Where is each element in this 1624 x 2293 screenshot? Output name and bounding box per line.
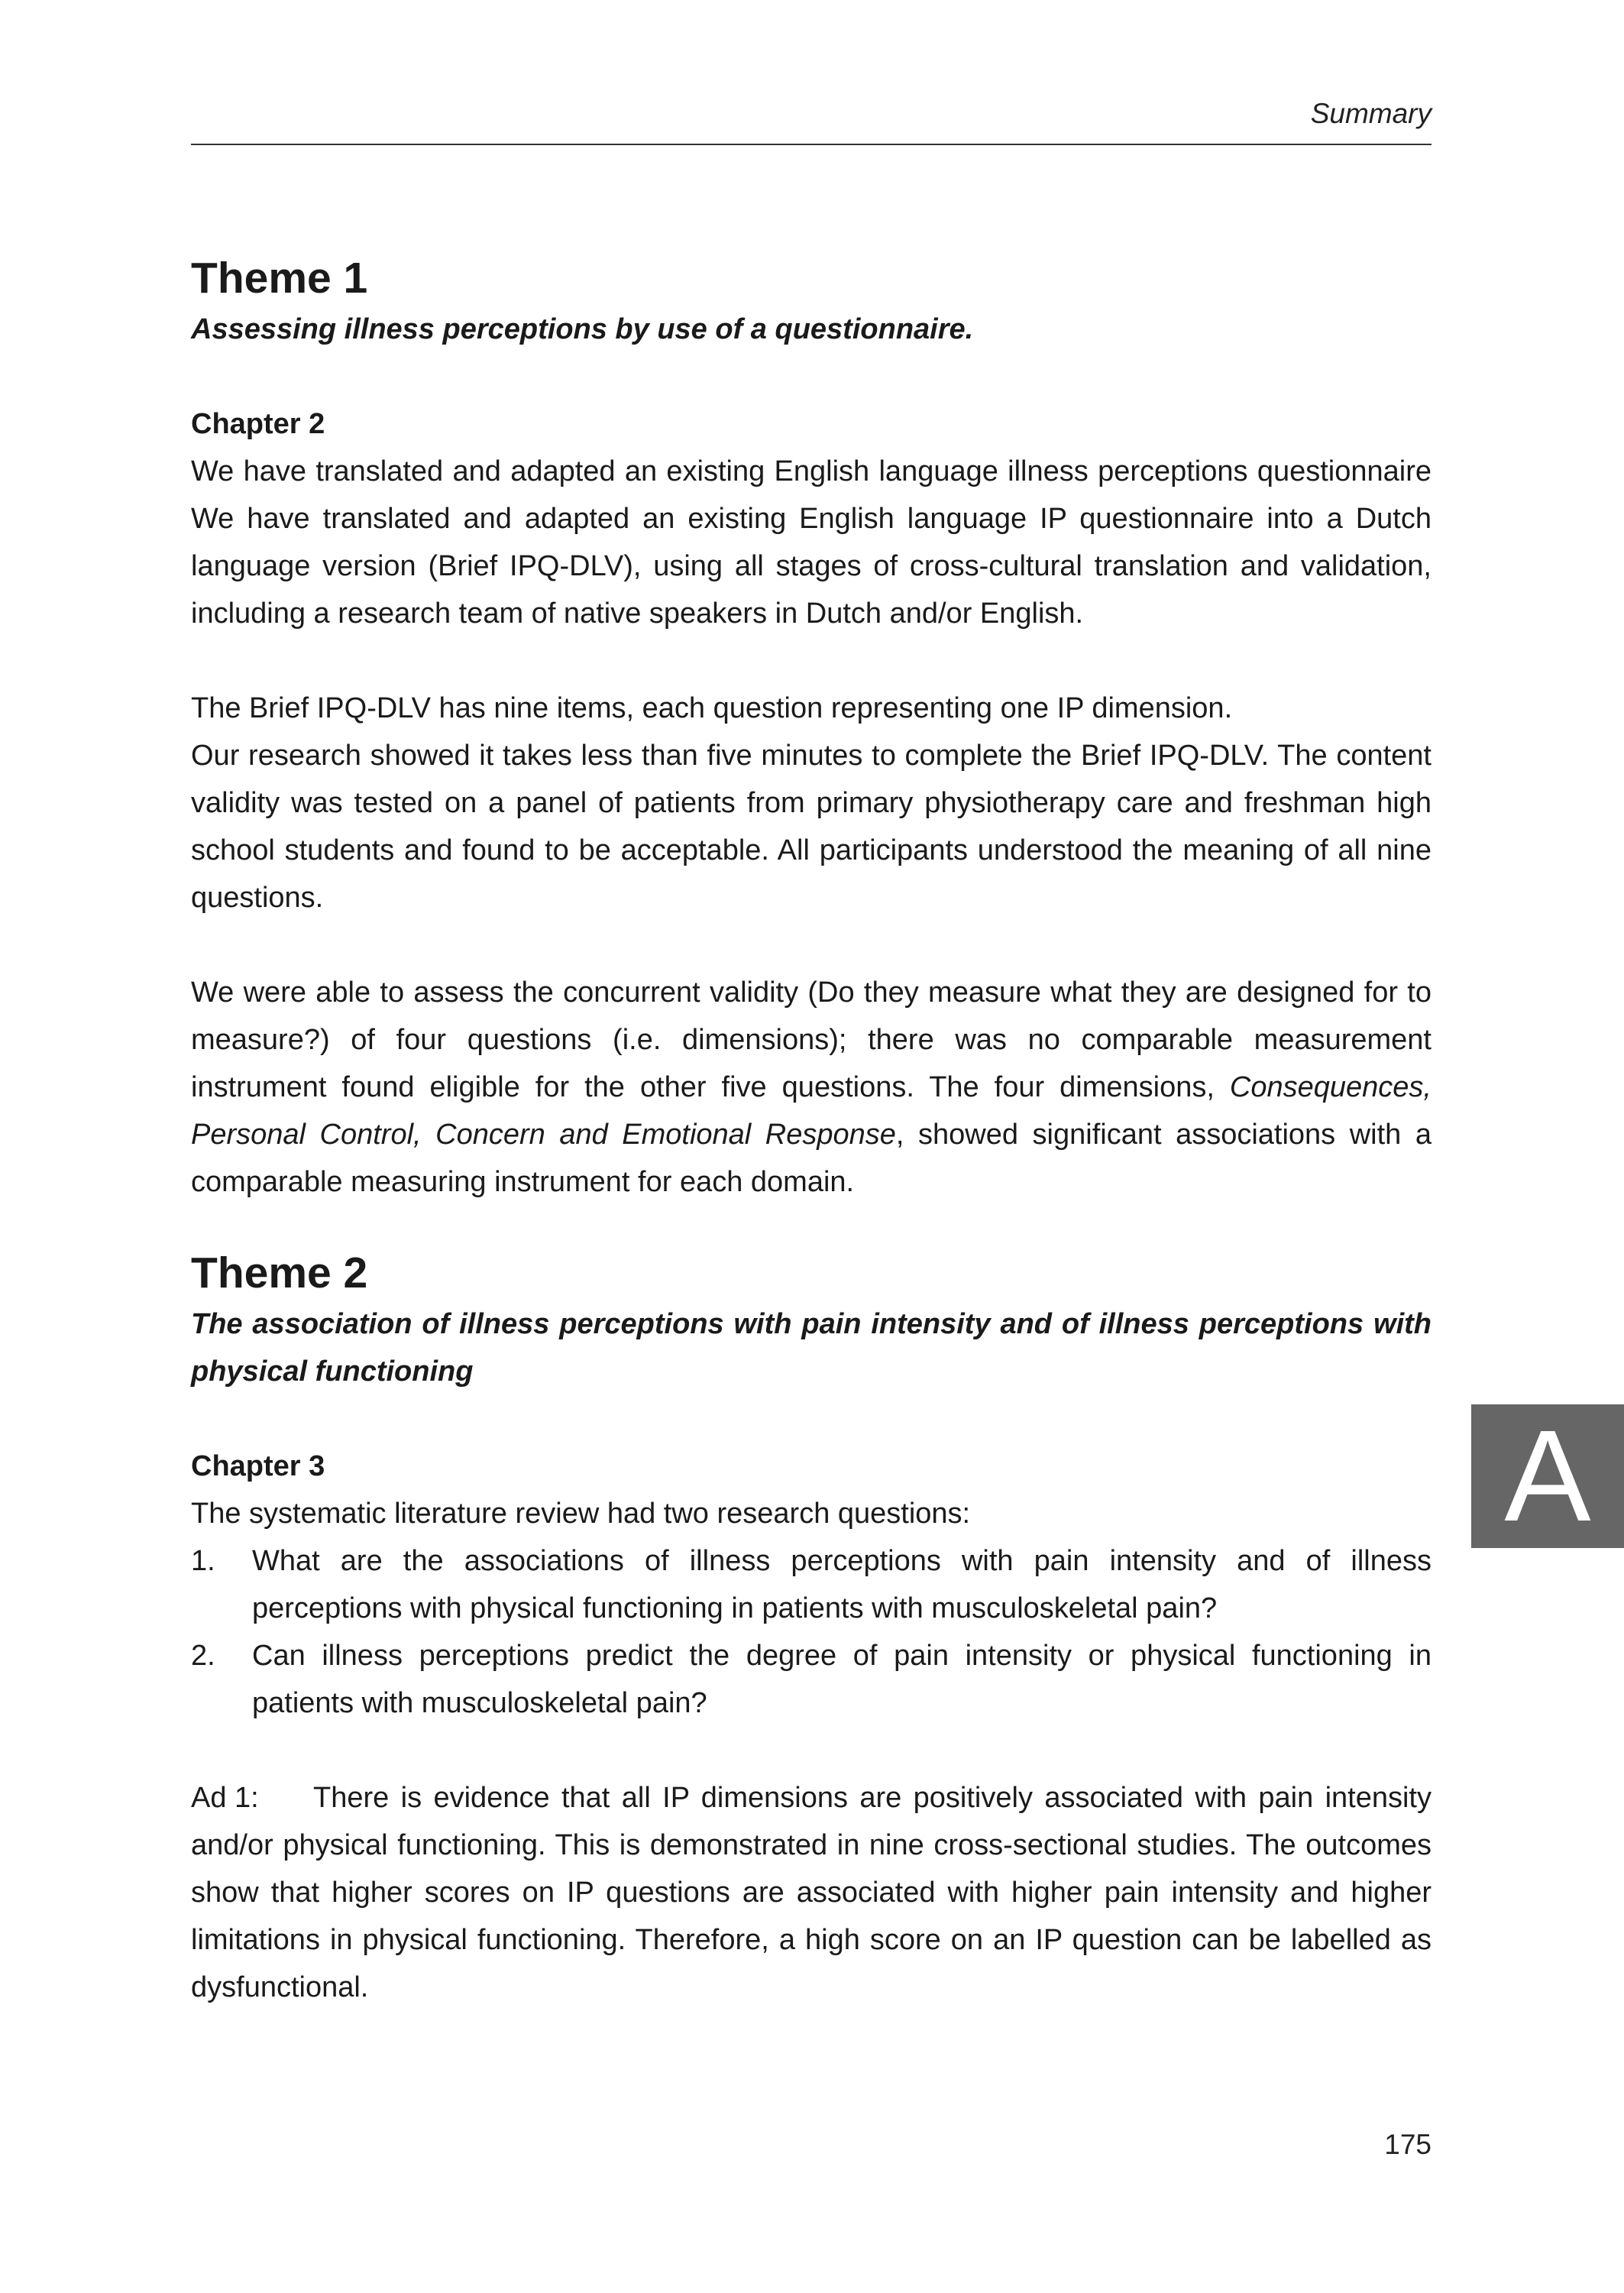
appendix-tab: A	[1471, 1404, 1624, 1548]
chapter-3-intro: The systematic literature review had two research questions:	[191, 1498, 971, 1530]
theme-2-subtitle: The association of illness perceptions with pain intensity and of illness perceptions with physical functioning	[191, 1308, 1432, 1388]
list-item	[191, 1537, 1432, 1632]
theme-1-title: Theme 1	[191, 254, 368, 303]
list-item	[191, 1632, 1432, 1727]
header-divider	[191, 144, 1432, 145]
running-header: Summary	[1310, 98, 1432, 129]
list-number: 2.	[191, 1640, 215, 1672]
theme-2-title: Theme 2	[191, 1249, 368, 1297]
list-item-text: What are the associations of illness perceptions with pain intensity and of illness perceptions with physical functioning in patients with musculoskeletal pain?	[252, 1545, 1432, 1624]
theme-1-subtitle: Assessing illness perceptions by use of a questionnaire.	[191, 313, 974, 345]
chapter-2-paragraph-3	[191, 969, 1432, 1206]
page-content	[191, 251, 1432, 2011]
ad-1-text: There is evidence that all IP dimensions are positively associated with pain intensity and/or physical functioning. This is demonstrated in nine cross-sectional studies. The outcomes show that higher scores on IP questions are associated with higher pain intensity and higher limitations in physical functioning. Therefore, a high score on an IP question can be labelled as dysfunctional.	[191, 1782, 1432, 2003]
chapter-2-paragraph-2a: The Brief IPQ-DLV has nine items, each question representing one IP dimension.	[191, 692, 1233, 724]
chapter-2-title: Chapter 2	[191, 408, 325, 440]
chapter-2-paragraph-2b: Our research showed it takes less than five minutes to complete the Brief IPQ-DLV. The content validity was tested on a panel of patients from primary physiotherapy care and freshman high school students and found to be acceptable. All participants understood the meaning of all nine questions.	[191, 740, 1432, 914]
dimensions-list: Consequences, Personal Control, Concern and Emotional Response	[191, 1071, 1432, 1151]
list-number: 1.	[191, 1545, 215, 1577]
research-questions-list	[191, 1537, 1432, 1727]
chapter-2-paragraph-1: We have translated and adapted an existing English language illness perceptions questionnaire We have translated and adapted an existing English language IP questionnaire into a Dutch language version (Brief IPQ-DLV), using all stages of cross-cultural translation and validation, including a research team of native speakers in Dutch and/or English.	[191, 455, 1432, 630]
ad-1-paragraph	[191, 1774, 1432, 2011]
ad-1-label: Ad 1:	[191, 1782, 259, 1814]
page-number: 175	[1384, 2129, 1432, 2160]
chapter-3-title: Chapter 3	[191, 1450, 325, 1482]
list-item-text: Can illness perceptions predict the degree of pain intensity or physical functioning in patients with musculoskeletal pain?	[252, 1640, 1432, 1719]
paragraph-3-end: , showed significant associations with a comparable measuring instrument for each domain.	[191, 1119, 1432, 1198]
paragraph-3-start: We were able to assess the concurrent validity (Do they measure what they are designed for to measure?) of four questions (i.e. dimensions); there was no comparable measurement instrument found eligible for the other five questions. The four dimensions,	[191, 976, 1432, 1103]
